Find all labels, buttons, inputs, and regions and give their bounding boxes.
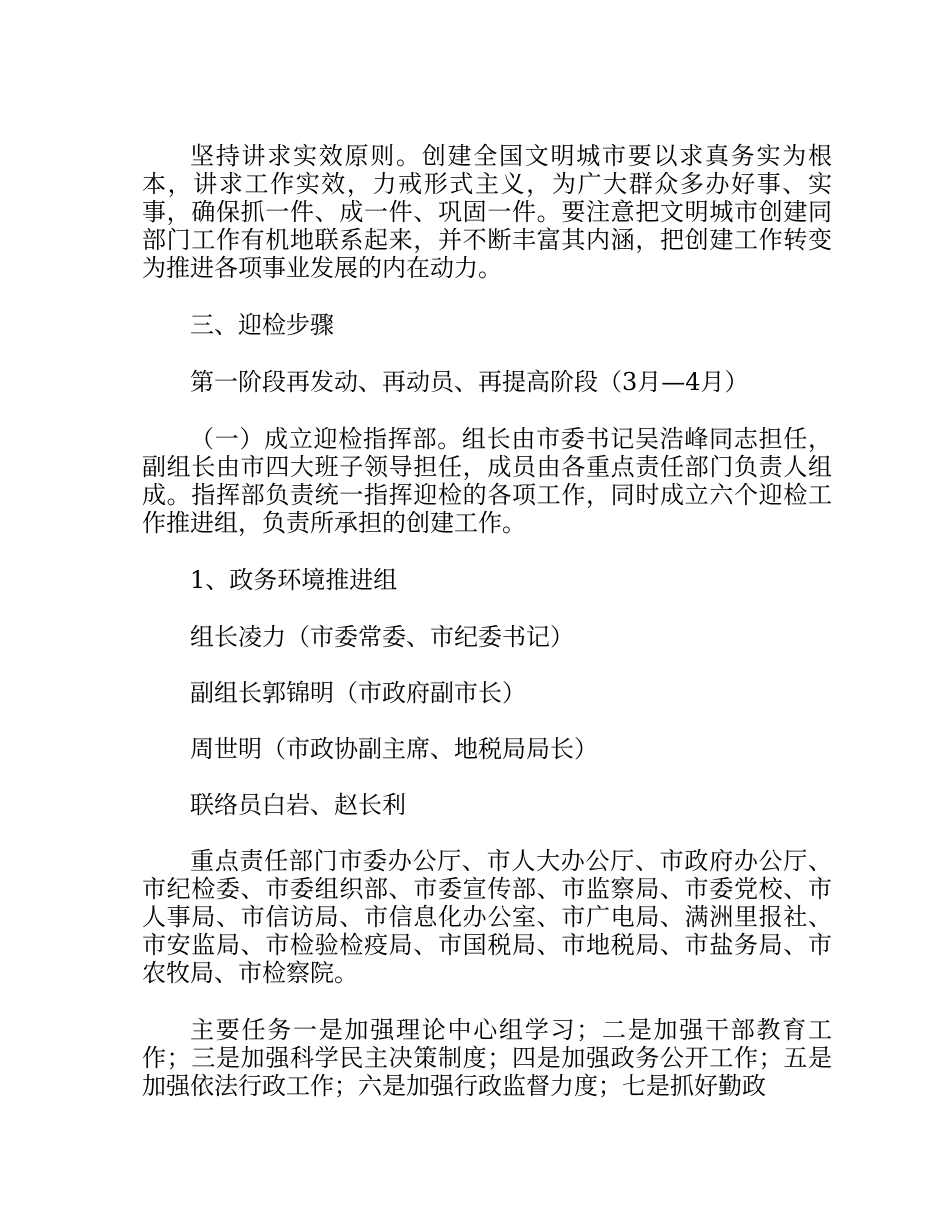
group-heading: 1、政务环境推进组	[190, 566, 398, 594]
section-heading-steps: 三、迎检步骤	[190, 311, 334, 339]
member-line: 周世明（市政协副主席、地税局局长）	[190, 735, 598, 763]
liaison-line: 联络员白岩、赵长利	[190, 791, 406, 819]
key-departments: 重点责任部门市委办公厅、市人大办公厅、市政府办公厅、市纪检委、市委组织部、市委宣传部、市监察局、市委党校、市人事局、市信访局、市信息化办公室、市广电局、满洲里报社、市安监局、市检验检疫局、市国税局、市地税局、市盐务局、市农牧局、市检察院。	[142, 847, 832, 987]
stage-heading: 第一阶段再发动、再动员、再提高阶段（3月—4月）	[190, 368, 749, 396]
paragraph-principle: 坚持讲求实效原则。创建全国文明城市要以求真务实为根本，讲求工作实效，力戒形式主义，为广大群众多办好事、实事，确保抓一件、成一件、巩固一件。要注意把文明城市创建同部门工作有机地联系起来，并不断丰富其内涵，把创建工作转变为推进各项事业发展的内在动力。	[142, 142, 832, 282]
main-tasks: 主要任务一是加强理论中心组学习；二是加强干部教育工作；三是加强科学民主决策制度；四是加强政务公开工作；五是加强依法行政工作；六是加强行政监督力度；七是抓好勤政	[142, 1016, 832, 1100]
group-leader: 组长凌力（市委常委、市纪委书记）	[190, 623, 574, 651]
paragraph-command-center: （一）成立迎检指挥部。组长由市委书记吴浩峰同志担任，副组长由市四大班子领导担任，成员由各重点责任部门负责人组成。指挥部负责统一指挥迎检的各项工作，同时成立六个迎检工作推进组，负责所承担的创建工作。	[142, 425, 832, 537]
document-page	[142, 142, 832, 1129]
deputy-leader: 副组长郭锦明（市政府副市长）	[190, 679, 526, 707]
